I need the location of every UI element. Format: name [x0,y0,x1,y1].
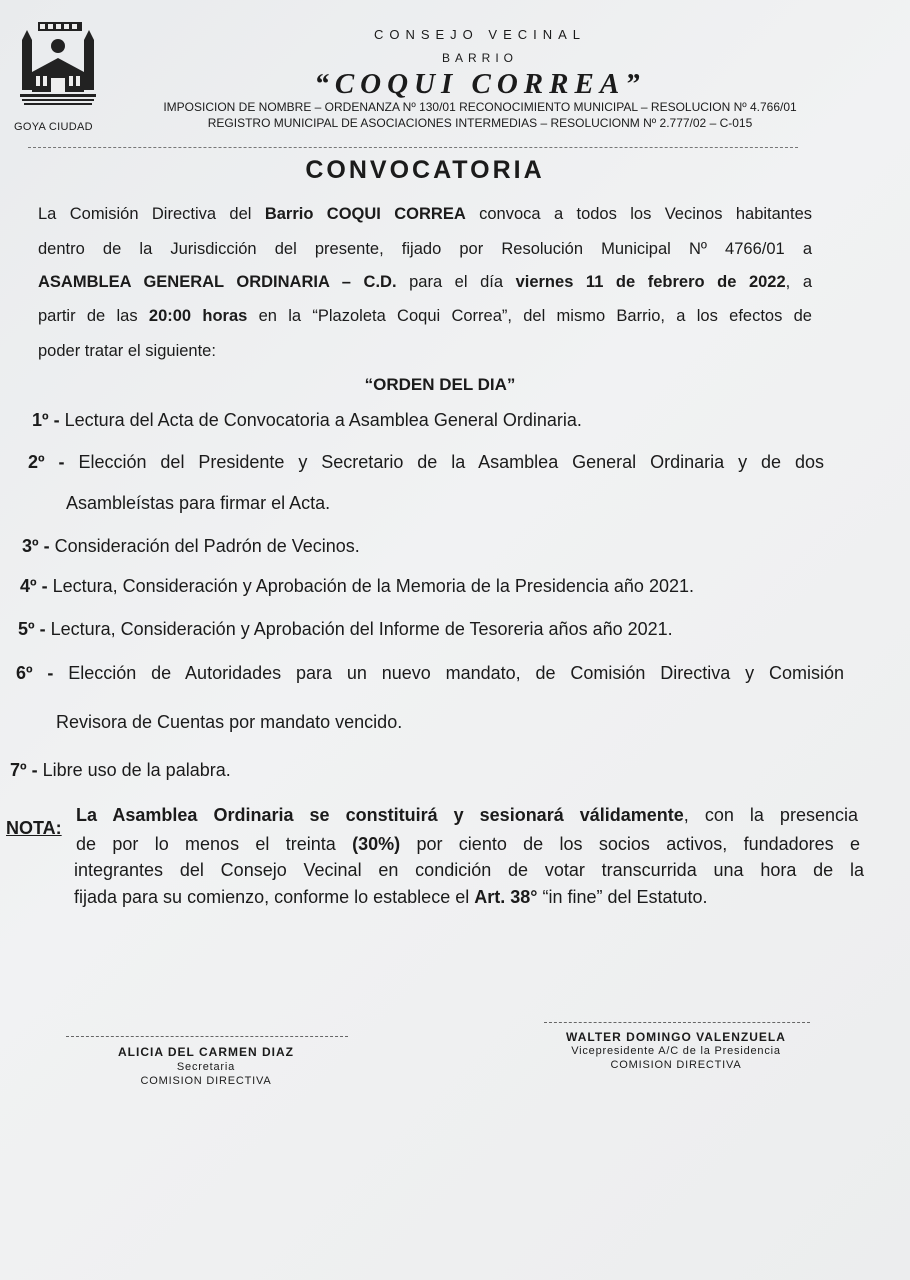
agenda-item-5: 5º - Lectura, Consideración y Aprobación del Informe de Tesoreria años año 2021. [18,619,673,639]
agenda-item-3: 3º - Consideración del Padrón de Vecinos. [22,536,360,556]
agenda-item-6: 6º - Elección de Autoridades para un nuevo mandato, de Comisión Directiva y Comisión [16,663,844,683]
agenda-item-1: 1º - Lectura del Acta de Convocatoria a Asamblea General Ordinaria. [32,410,582,430]
nota-label: NOTA: [6,818,62,838]
header-consejo-vecinal: CONSEJO VECINAL [373,27,587,42]
signature-role-right: Vicepresidente A/C de la Presidencia [571,1045,781,1057]
header-barrio-name: “COQUI CORREA” [314,68,646,100]
header-registry-line: REGISTRO MUNICIPAL DE ASOCIACIONES INTERMEDIAS – RESOLUCIONM Nº 2.777/02 – C-015 [207,116,753,130]
nota-line-4: fijada para su comienzo, conforme lo establece el Art. 38° “in fine” del Estatuto. [74,887,708,907]
intro-line-1: La Comisión Directiva del Barrio COQUI CORREA convoca a todos los Vecinos habitantes [38,205,812,223]
agenda-item-2-continuation: Asambleístas para firmar el Acta. [66,493,331,513]
agenda-item-2: 2º - Elección del Presidente y Secretario de la Asamblea General Ordinaria y de dos [28,452,824,472]
agenda-item-4: 4º - Lectura, Consideración y Aprobación de la Memoria de la Presidencia año 2021. [20,576,694,596]
signature-name-left: ALICIA DEL CARMEN DIAZ [118,1045,294,1059]
signature-role-left: Secretaria [176,1061,236,1073]
goya-city-logo [18,18,98,118]
nota-line-1: La Asamblea Ordinaria se constituirá y sesionará válidamente, con la presencia [76,805,858,825]
logo-caption: GOYA CIUDAD [14,121,93,133]
signature-org-right: COMISION DIRECTIVA [610,1059,742,1071]
nota-line-2: de por lo menos el treinta (30%) por ciento de los socios activos, fundadores e [76,834,860,854]
signature-line-right [544,1022,810,1023]
document-title: CONVOCATORIA [305,156,545,184]
signature-name-right: WALTER DOMINGO VALENZUELA [566,1030,786,1044]
intro-line-2: dentro de la Jurisdicción del presente, fijado por Resolución Municipal Nº 4766/01 a [38,240,812,258]
intro-line-5: poder tratar el siguiente: [38,342,216,360]
header-barrio: BARRIO [441,51,518,65]
header-divider [28,147,798,148]
intro-line-3: ASAMBLEA GENERAL ORDINARIA – C.D. para el día viernes 11 de febrero de 2022, a [38,273,812,291]
orden-del-dia-title: “ORDEN DEL DIA” [364,375,516,394]
signature-org-left: COMISION DIRECTIVA [140,1075,272,1087]
agenda-item-6-continuation: Revisora de Cuentas por mandato vencido. [56,712,403,732]
header-resolution-line: IMPOSICION DE NOMBRE – ORDENANZA Nº 130/01 RECONOCIMIENTO MUNICIPAL – RESOLUCION Nº 4.766/01 [163,100,797,114]
intro-line-4: partir de las 20:00 horas en la “Plazoleta Coqui Correa”, del mismo Barrio, a los efectos de [38,307,812,325]
agenda-item-7: 7º - Libre uso de la palabra. [10,760,231,780]
signature-line-left [66,1036,348,1037]
nota-line-3: integrantes del Consejo Vecinal en condición de votar transcurrida una hora de la [74,860,864,880]
